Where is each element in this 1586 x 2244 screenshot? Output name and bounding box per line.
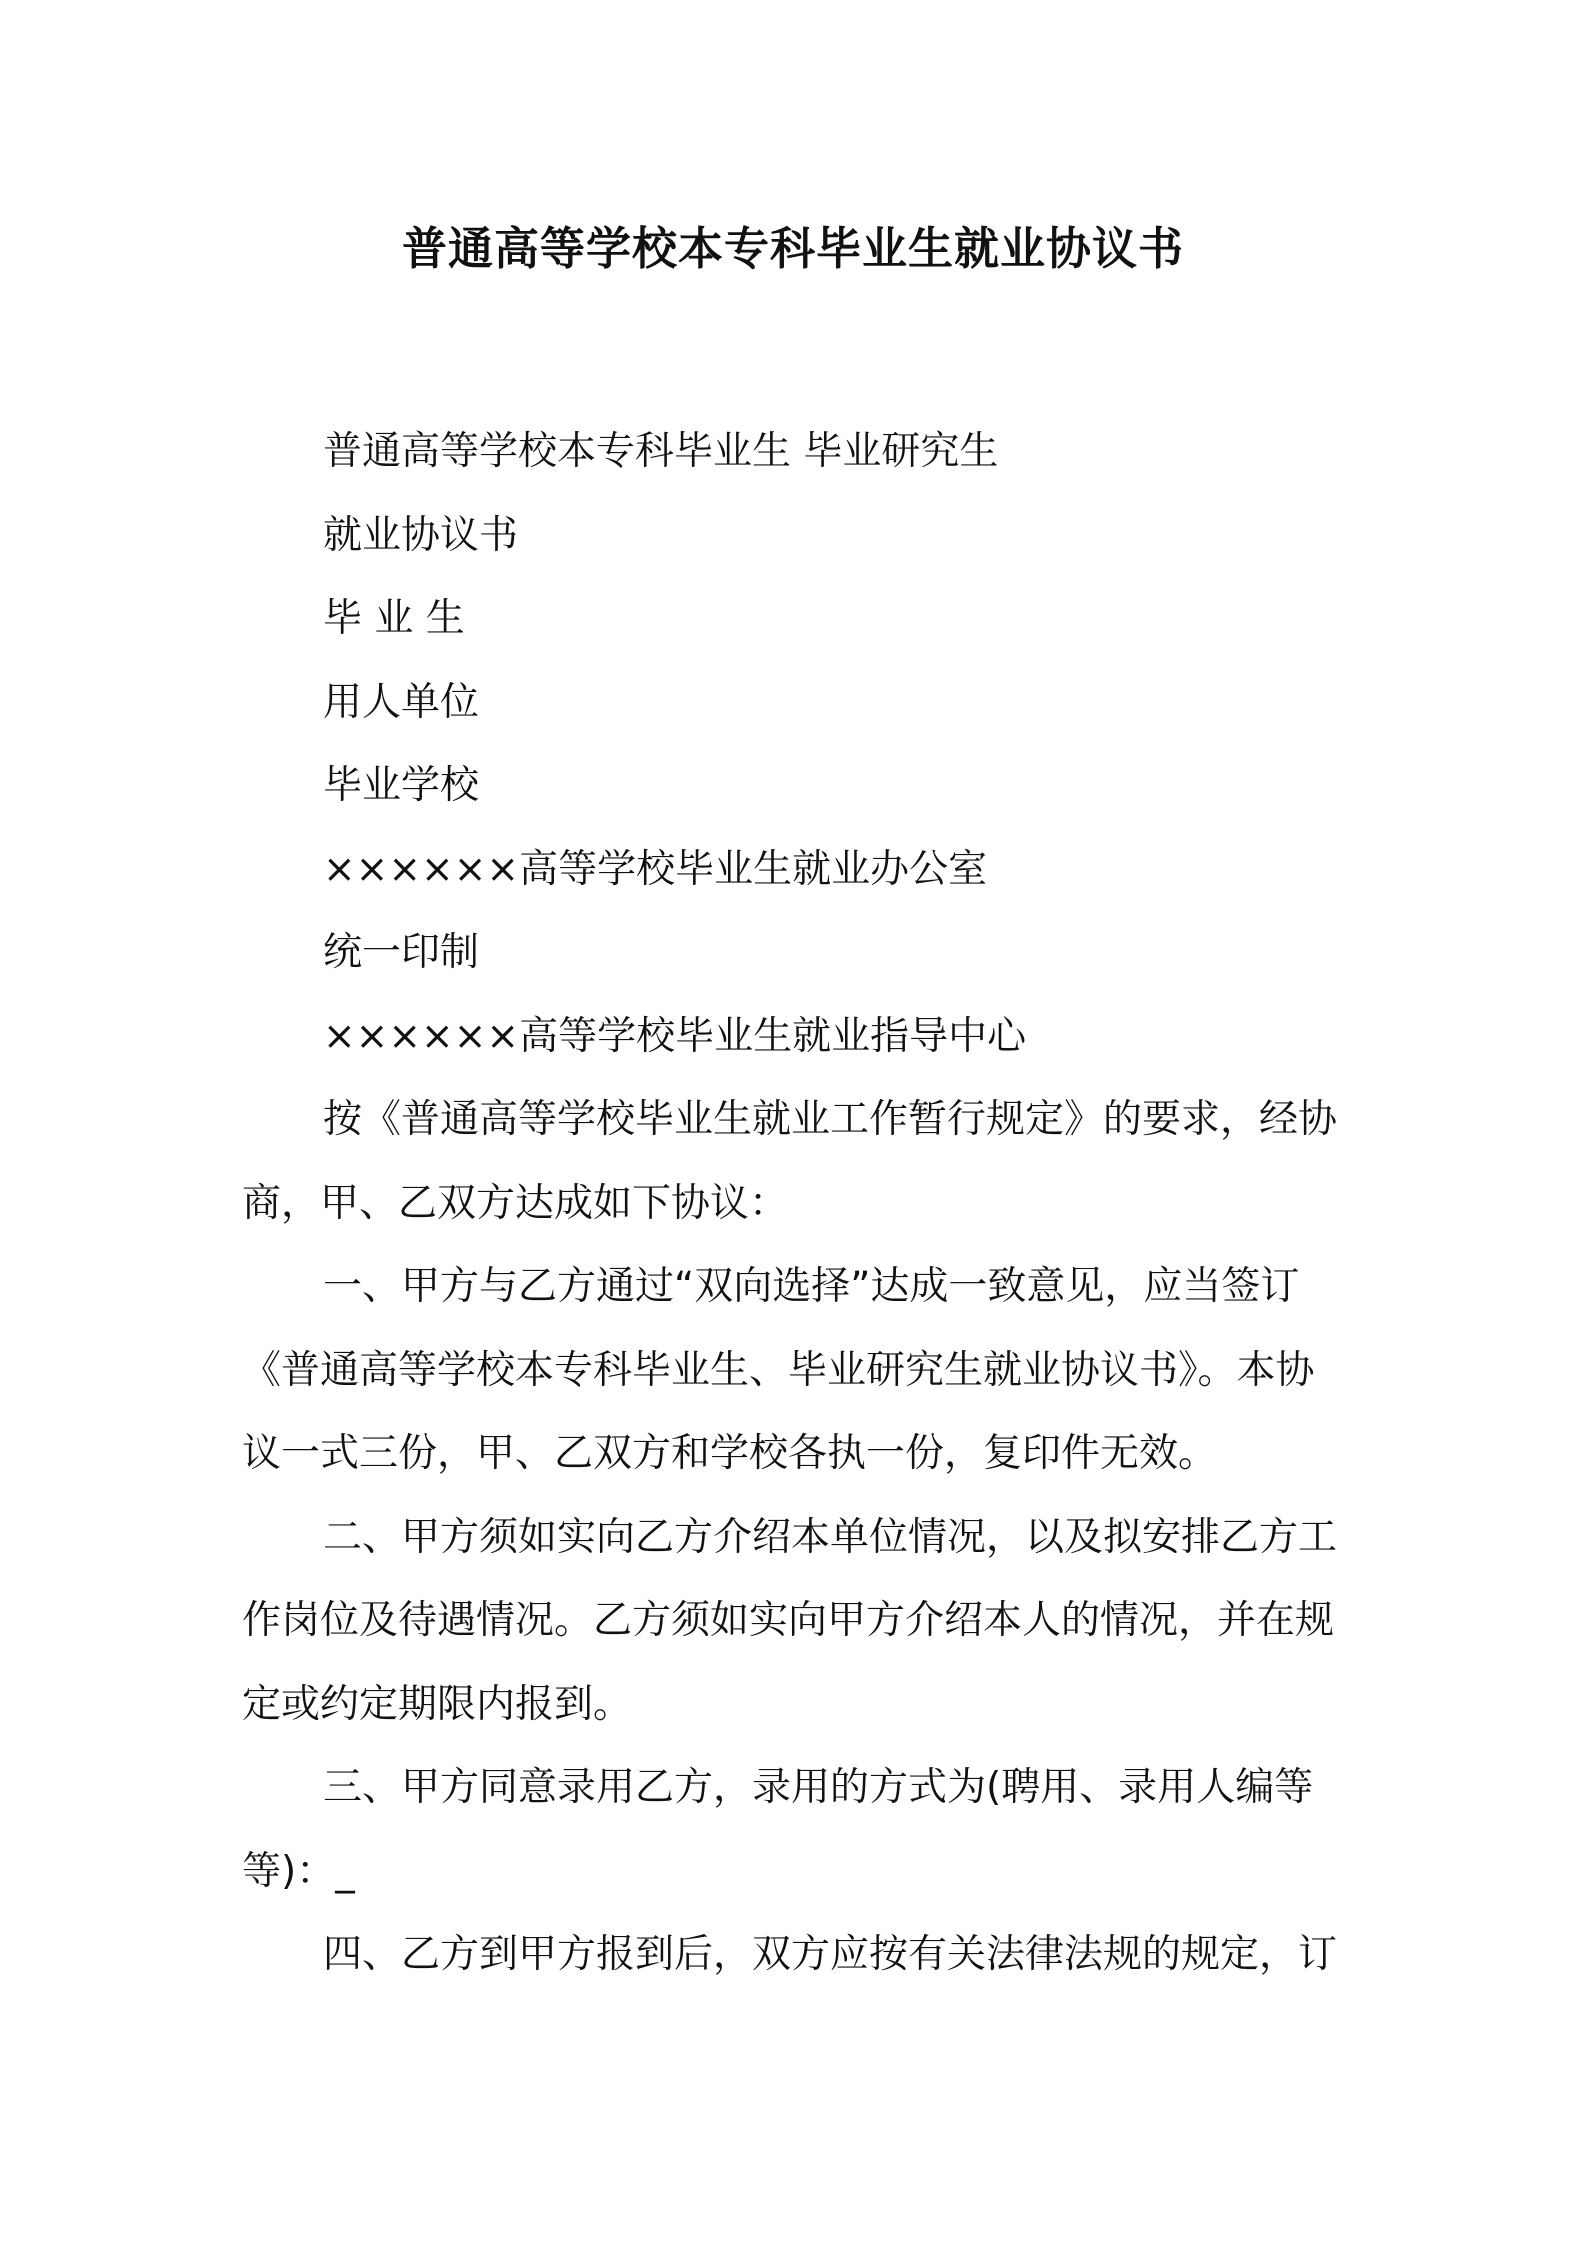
paragraph-line: 作岗位及待遇情况。乙方须如实向甲方介绍本人的情况，并在规 (242, 1598, 1335, 1643)
paragraph-line: 三、甲方同意录用乙方，录用的方式为(聘用、录用人编等 (323, 1765, 1314, 1810)
cover-line-3: 毕 业 生 (323, 596, 465, 641)
paragraph-clause-1 (242, 1245, 1362, 1496)
paragraph-clause-2 (242, 1496, 1362, 1747)
paragraph-line: 一、甲方与乙方通过“双向选择”达成一致意见，应当签订 (323, 1264, 1300, 1309)
document-body (242, 410, 1362, 1997)
paragraph-clause-3 (242, 1746, 1362, 1913)
paragraph-line: 按《普通高等学校毕业生就业工作暂行规定》的要求，经协 (323, 1097, 1338, 1142)
document-title: 普通高等学校本专科毕业生就业协议书 (401, 222, 1184, 275)
cover-line-5: 毕业学校 (323, 763, 480, 808)
paragraph-line: 二、甲方须如实向乙方介绍本单位情况，以及拟安排乙方工 (323, 1514, 1338, 1560)
paragraph-intro (242, 1078, 1362, 1245)
cover-line-7: 统一印制 (323, 930, 480, 975)
paragraph-line: 等)：_ (242, 1848, 355, 1894)
cover-line-8: ××××××高等学校毕业生就业指导中心 (323, 1013, 1027, 1059)
paragraph-clause-4 (242, 1913, 1362, 1997)
cover-line-2: 就业协议书 (323, 512, 519, 558)
cover-line-4: 用人单位 (323, 679, 480, 725)
paragraph-line: 商，甲、乙双方达成如下协议： (242, 1180, 789, 1226)
paragraph-line: 定或约定期限内报到。 (242, 1681, 633, 1727)
paragraph-line: 《普通高等学校本专科毕业生、毕业研究生就业协议书》。本协 (242, 1347, 1315, 1393)
cover-line-1: 普通高等学校本专科毕业生 毕业研究生 (323, 429, 999, 474)
cover-line-6: ××××××高等学校毕业生就业办公室 (323, 846, 988, 892)
paragraph-line: 议一式三份，甲、乙双方和学校各执一份，复印件无效。 (242, 1431, 1218, 1476)
paragraph-line: 四、乙方到甲方报到后，双方应按有关法律法规的规定，订 (323, 1932, 1338, 1977)
